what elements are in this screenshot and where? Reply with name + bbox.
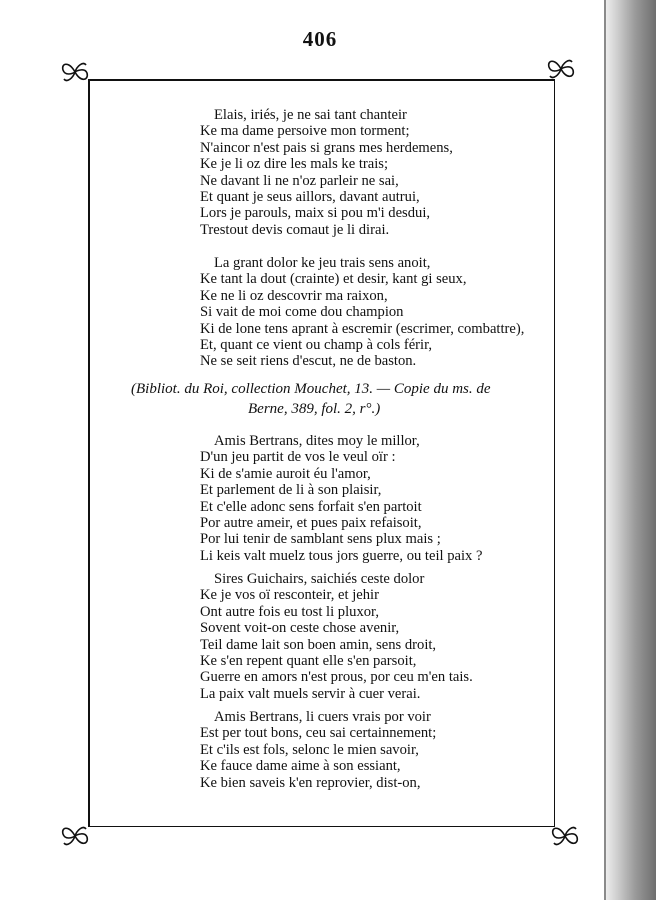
verse-line: Si vait de moi come dou champion (200, 304, 404, 321)
verse-line: Por lui tenir de samblant sens plux mais ; (200, 531, 441, 548)
verse-line: Ke s'en repent quant elle s'en parsoit, (200, 652, 417, 669)
verse-line: Li keis valt muelz tous jors guerre, ou teil paix ? (200, 547, 483, 564)
verse-line: Ki de s'amie auroit éu l'amor, (200, 465, 371, 482)
citation-line: Berne, 389, fol. 2, r°.) (248, 401, 381, 417)
verse-line: Ke tant la dout (crainte) et desir, kant gi seux, (200, 271, 467, 288)
verse-line: Ne se seit riens d'escut, ne de baston. (200, 353, 417, 370)
verse-line: Trestout devis comaut je li dirai. (200, 221, 390, 238)
verse-line: Est per tout bons, ceu sai certainnement; (200, 725, 437, 742)
verse-line: Ke ma dame persoive mon torment; (200, 123, 410, 140)
verse-line: Et c'elle adonc sens forfait s'en partoit (200, 498, 422, 515)
verse-line: Ke fauce dame aime à son essiant, (200, 758, 401, 775)
verse-line: Ke je vos oï resconteir, et jehir (200, 587, 379, 604)
verse-line: Ke bien saveis k'en reprovier, dist-on, (200, 774, 421, 791)
page-edge-line (604, 0, 606, 900)
corner-ornament-icon (550, 823, 580, 849)
verse-line: Et parlement de li à son plaisir, (200, 482, 382, 499)
verse-line: Guerre en amors n'est prous, por ceu m'en tais. (200, 669, 473, 686)
corner-ornament-icon (60, 59, 90, 85)
verse-line: Ke ne li oz descovrir ma raixon, (200, 287, 388, 304)
verse-line: Sires Guichairs, saichiés ceste dolor (214, 571, 425, 587)
verse-line: N'aincor n'est pais si grans mes herdemens, (200, 139, 453, 156)
page-number: 406 (302, 27, 338, 51)
verse-line: Amis Bertrans, dites moy le millor, (214, 433, 420, 449)
verse-line: La paix valt muels servir à cuer verai. (200, 685, 421, 702)
citation-line: (Bibliot. du Roi, collection Mouchet, 13. — Copie du ms. de (131, 381, 491, 397)
verse-line: Ne davant li ne n'oz parleir ne sai, (200, 172, 399, 189)
verse-line: Elais, iriés, je ne sai tant chanteir (214, 107, 407, 123)
corner-ornament-icon (546, 56, 576, 82)
border-rule-right (554, 79, 556, 827)
verse-line: La grant dolor ke jeu trais sens anoit, (214, 255, 431, 271)
verse-line: Sovent voit-on ceste chose avenir, (200, 620, 400, 637)
verse-line: D'un jeu partit de vos le veul oïr : (200, 449, 396, 466)
verse-line: Ki de lone tens aprant à escremir (escrimer, combattre), (200, 320, 525, 337)
verse-line: Et, quant ce vient ou champ à cols férir, (200, 336, 433, 353)
poem-stanza (200, 433, 482, 564)
verse-line: Lors je parouls, maix si pou m'i desdui, (200, 205, 431, 222)
poem-stanza (200, 709, 436, 791)
poem-stanza (200, 107, 453, 238)
verse-line: Et c'ils est fols, selonc le mien savoir, (200, 741, 419, 758)
verse-line: Ke je li oz dire les mals ke trais; (200, 156, 389, 173)
verse-line: Ont autre fois eu tost li pluxor, (200, 603, 379, 620)
verse-line: Teil dame lait son boen amin, sens droit, (200, 636, 437, 653)
verse-line: Por autre ameir, et pues paix refaisoit, (200, 514, 422, 531)
border-rule-top (88, 79, 555, 81)
verse-line: Et quant je seus aillors, davant autrui, (200, 188, 420, 205)
border-rule-bottom (88, 826, 555, 828)
poem-stanza (200, 571, 473, 702)
border-rule-left (88, 79, 90, 827)
corner-ornament-icon (60, 823, 90, 849)
verse-line: Amis Bertrans, li cuers vrais por voir (214, 709, 431, 725)
poem-stanza (200, 255, 524, 370)
page-edge-shadow (604, 0, 656, 900)
